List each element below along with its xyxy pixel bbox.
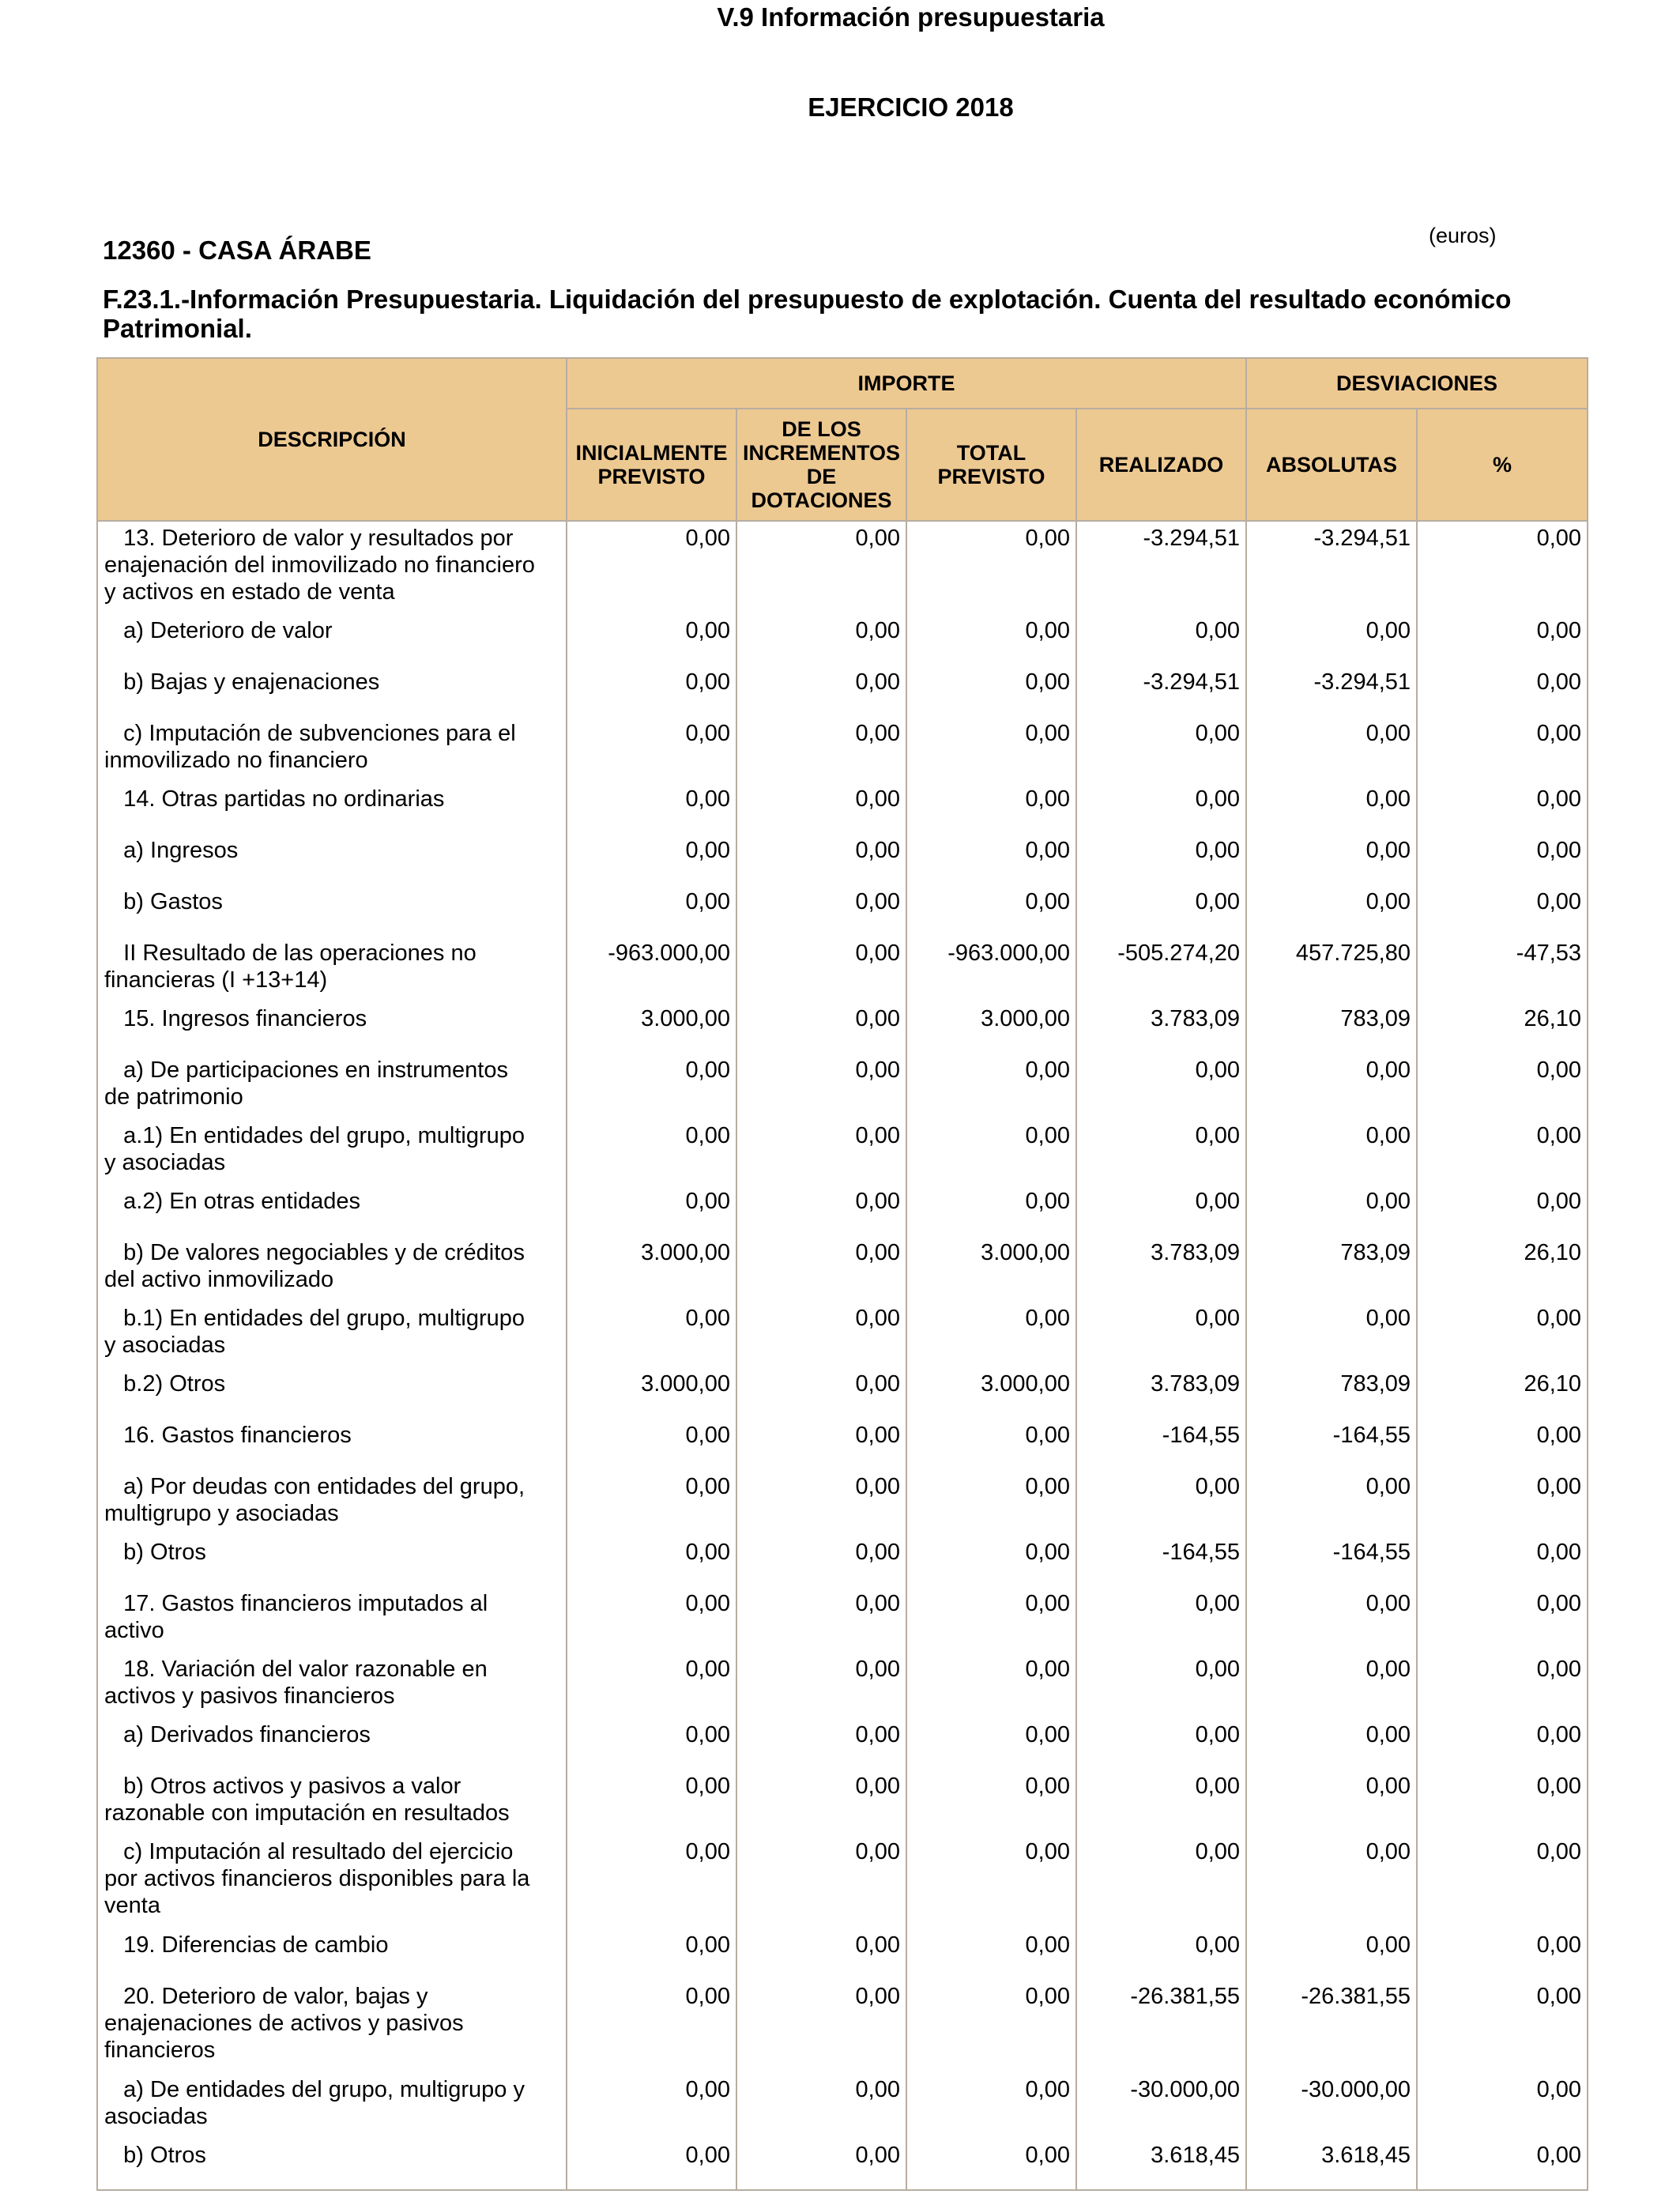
cell-absolutas: 0,00	[1246, 1587, 1417, 1653]
description-line: venta	[104, 1893, 160, 1918]
cell-incrementos: 0,00	[736, 1367, 906, 1419]
description-line: razonable con imputación en resultados	[104, 1800, 510, 1826]
cell-incrementos: 0,00	[736, 2073, 906, 2139]
cell-incrementos: 0,00	[736, 1718, 906, 1770]
cell-inicialmente-previsto: 0,00	[567, 1980, 736, 2073]
cell-inicialmente-previsto: 3.000,00	[567, 1002, 736, 1054]
table-row	[97, 937, 1588, 1002]
description-line: 19. Diferencias de cambio	[104, 1932, 389, 1958]
cell-incrementos: 0,00	[736, 885, 906, 937]
cell-incrementos: 0,00	[736, 834, 906, 885]
cell-absolutas: 3.618,45	[1246, 2139, 1417, 2190]
cell-incrementos: 0,00	[736, 1536, 906, 1587]
cell-total-previsto: 0,00	[906, 1770, 1076, 1835]
table-row	[97, 1536, 1588, 1587]
description-line: a) Deterioro de valor	[104, 618, 333, 643]
cell-incrementos: 0,00	[736, 1470, 906, 1536]
cell-absolutas: 0,00	[1246, 1835, 1417, 1928]
cell-descripcion	[97, 1536, 567, 1587]
cell-absolutas: 0,00	[1246, 1770, 1417, 1835]
cell-incrementos: 0,00	[736, 1928, 906, 1980]
description-line: c) Imputación al resultado del ejercicio	[104, 1839, 514, 1864]
header-line: INCREMENTOS	[742, 441, 901, 465]
cell-absolutas: 0,00	[1246, 1054, 1417, 1119]
cell-total-previsto: 0,00	[906, 782, 1076, 834]
header-incrementos	[736, 409, 906, 521]
description-line: financieras (I +13+14)	[104, 967, 328, 993]
cell-descripcion	[97, 717, 567, 782]
cell-total-previsto: 0,00	[906, 1980, 1076, 2073]
form-title: F.23.1.-Información Presupuestaria. Liquidación del presupuesto de explotación. Cuenta del resultado económico Patrimonial.	[103, 285, 1512, 343]
units-label: (euros)	[1429, 224, 1497, 247]
cell-realizado: -505.274,20	[1076, 937, 1246, 1002]
cell-incrementos: 0,00	[736, 1653, 906, 1718]
cell-absolutas: 783,09	[1246, 1236, 1417, 1302]
table-row	[97, 1835, 1588, 1928]
cell-realizado: 0,00	[1076, 1587, 1246, 1653]
cell-descripcion	[97, 1002, 567, 1054]
description-line: a) De entidades del grupo, multigrupo y	[104, 2077, 525, 2102]
cell-total-previsto: 0,00	[906, 1653, 1076, 1718]
description-line: inmovilizado no financiero	[104, 748, 368, 773]
table-row	[97, 665, 1588, 717]
description-line: y activos en estado de venta	[104, 579, 395, 605]
description-line: asociadas	[104, 2104, 208, 2129]
cell-inicialmente-previsto: 0,00	[567, 1928, 736, 1980]
cell-realizado: 3.783,09	[1076, 1367, 1246, 1419]
table-row	[97, 2073, 1588, 2139]
description-line: 17. Gastos financieros imputados al	[104, 1591, 488, 1616]
cell-porcentaje: 0,00	[1417, 1470, 1588, 1536]
description-line: a.2) En otras entidades	[104, 1189, 361, 1214]
header-realizado: REALIZADO	[1076, 409, 1246, 521]
description-line: b) Gastos	[104, 889, 223, 914]
cell-inicialmente-previsto: 0,00	[567, 1587, 736, 1653]
description-line: por activos financieros disponibles para la	[104, 1866, 530, 1891]
cell-total-previsto: 0,00	[906, 665, 1076, 717]
table-row	[97, 1002, 1588, 1054]
description-line: y asociadas	[104, 1333, 226, 1358]
cell-realizado: 0,00	[1076, 885, 1246, 937]
cell-inicialmente-previsto: 0,00	[567, 1054, 736, 1119]
cell-realizado: 0,00	[1076, 1718, 1246, 1770]
cell-total-previsto: 0,00	[906, 2139, 1076, 2190]
cell-total-previsto: 0,00	[906, 1302, 1076, 1367]
cell-absolutas: -164,55	[1246, 1419, 1417, 1470]
cell-porcentaje: 0,00	[1417, 1054, 1588, 1119]
description-line: 13. Deterioro de valor y resultados por	[104, 526, 514, 551]
cell-inicialmente-previsto: 0,00	[567, 2073, 736, 2139]
cell-total-previsto: 0,00	[906, 1470, 1076, 1536]
cell-porcentaje: 0,00	[1417, 2139, 1588, 2190]
cell-absolutas: -164,55	[1246, 1536, 1417, 1587]
table-row	[97, 1470, 1588, 1536]
cell-realizado: 0,00	[1076, 1302, 1246, 1367]
table-row	[97, 1770, 1588, 1835]
cell-absolutas: 0,00	[1246, 614, 1417, 665]
cell-total-previsto: 0,00	[906, 717, 1076, 782]
description-line: 18. Variación del valor razonable en	[104, 1657, 488, 1682]
cell-descripcion	[97, 1119, 567, 1185]
cell-total-previsto: 0,00	[906, 521, 1076, 614]
cell-porcentaje: 26,10	[1417, 1002, 1588, 1054]
cell-inicialmente-previsto: 0,00	[567, 614, 736, 665]
cell-porcentaje: 0,00	[1417, 1980, 1588, 2073]
description-line: enajenación del inmovilizado no financiero	[104, 552, 535, 578]
header-line: INICIALMENTE	[575, 441, 728, 465]
cell-realizado: -164,55	[1076, 1419, 1246, 1470]
cell-descripcion	[97, 1185, 567, 1236]
cell-absolutas: -30.000,00	[1246, 2073, 1417, 2139]
header-line: PREVISTO	[597, 465, 706, 488]
cell-incrementos: 0,00	[736, 1302, 906, 1367]
entity-title: 12360 - CASA ÁRABE	[103, 236, 371, 265]
cell-realizado: 3.783,09	[1076, 1002, 1246, 1054]
cell-absolutas: 0,00	[1246, 782, 1417, 834]
description-line: b) Bajas y enajenaciones	[104, 669, 380, 695]
cell-porcentaje: 0,00	[1417, 885, 1588, 937]
cell-total-previsto: 0,00	[906, 2073, 1076, 2139]
header-line: DE LOS	[782, 417, 861, 441]
header-importe: IMPORTE	[567, 358, 1246, 409]
description-line: 15. Ingresos financieros	[104, 1006, 367, 1031]
description-line: II Resultado de las operaciones no	[104, 941, 477, 966]
description-line: 20. Deterioro de valor, bajas y	[104, 1984, 428, 2009]
cell-absolutas: 0,00	[1246, 1470, 1417, 1536]
cell-absolutas: 0,00	[1246, 1653, 1417, 1718]
cell-incrementos: 0,00	[736, 614, 906, 665]
description-line: a) Por deudas con entidades del grupo,	[104, 1474, 525, 1499]
cell-realizado: 0,00	[1076, 834, 1246, 885]
cell-absolutas: -26.381,55	[1246, 1980, 1417, 2073]
cell-incrementos: 0,00	[736, 1002, 906, 1054]
cell-inicialmente-previsto: 3.000,00	[567, 1367, 736, 1419]
cell-incrementos: 0,00	[736, 1185, 906, 1236]
cell-absolutas: 783,09	[1246, 1367, 1417, 1419]
cell-realizado: 3.618,45	[1076, 2139, 1246, 2190]
cell-incrementos: 0,00	[736, 1587, 906, 1653]
table-row	[97, 1980, 1588, 2073]
table-row	[97, 717, 1588, 782]
budget-table	[96, 357, 1588, 2191]
table-row	[97, 521, 1588, 614]
table-row	[97, 1054, 1588, 1119]
description-line: a.1) En entidades del grupo, multigrupo	[104, 1123, 525, 1148]
cell-inicialmente-previsto: 0,00	[567, 782, 736, 834]
cell-absolutas: 0,00	[1246, 1119, 1417, 1185]
cell-inicialmente-previsto: 0,00	[567, 1185, 736, 1236]
cell-realizado: -30.000,00	[1076, 2073, 1246, 2139]
cell-porcentaje: 0,00	[1417, 1928, 1588, 1980]
cell-incrementos: 0,00	[736, 1419, 906, 1470]
cell-realizado: -3.294,51	[1076, 521, 1246, 614]
cell-absolutas: 783,09	[1246, 1002, 1417, 1054]
header-line: DE	[806, 465, 837, 488]
cell-inicialmente-previsto: 0,00	[567, 1470, 736, 1536]
cell-incrementos: 0,00	[736, 717, 906, 782]
cell-descripcion	[97, 1980, 567, 2073]
cell-descripcion	[97, 2073, 567, 2139]
cell-porcentaje: 0,00	[1417, 717, 1588, 782]
cell-descripcion	[97, 1419, 567, 1470]
cell-total-previsto: -963.000,00	[906, 937, 1076, 1002]
cell-absolutas: 0,00	[1246, 717, 1417, 782]
cell-total-previsto: 0,00	[906, 614, 1076, 665]
cell-inicialmente-previsto: 0,00	[567, 885, 736, 937]
table-body	[97, 521, 1588, 2190]
cell-inicialmente-previsto: 0,00	[567, 1835, 736, 1928]
table-row	[97, 1367, 1588, 1419]
cell-realizado: 0,00	[1076, 1928, 1246, 1980]
cell-realizado: 0,00	[1076, 614, 1246, 665]
cell-porcentaje: 0,00	[1417, 1302, 1588, 1367]
description-line: b) Otros	[104, 1540, 206, 1565]
cell-inicialmente-previsto: 0,00	[567, 665, 736, 717]
header-absolutas: ABSOLUTAS	[1246, 409, 1417, 521]
cell-descripcion	[97, 665, 567, 717]
cell-descripcion	[97, 1054, 567, 1119]
cell-total-previsto: 3.000,00	[906, 1236, 1076, 1302]
cell-total-previsto: 0,00	[906, 1928, 1076, 1980]
cell-realizado: 0,00	[1076, 1653, 1246, 1718]
cell-inicialmente-previsto: 0,00	[567, 1536, 736, 1587]
description-line: financieros	[104, 2038, 216, 2063]
table-row	[97, 1419, 1588, 1470]
cell-inicialmente-previsto: 0,00	[567, 1653, 736, 1718]
cell-total-previsto: 0,00	[906, 1718, 1076, 1770]
cell-realizado: 0,00	[1076, 1119, 1246, 1185]
cell-absolutas: 0,00	[1246, 834, 1417, 885]
cell-incrementos: 0,00	[736, 1119, 906, 1185]
cell-porcentaje: 0,00	[1417, 1718, 1588, 1770]
cell-descripcion	[97, 1770, 567, 1835]
table-row	[97, 1928, 1588, 1980]
cell-absolutas: 457.725,80	[1246, 937, 1417, 1002]
description-line: 14. Otras partidas no ordinarias	[104, 786, 445, 812]
table-row	[97, 782, 1588, 834]
header-line: PREVISTO	[937, 465, 1045, 488]
cell-descripcion	[97, 1928, 567, 1980]
main-title: V.9 Información presupuestaria	[717, 2, 1105, 32]
cell-absolutas: 0,00	[1246, 885, 1417, 937]
header-line: TOTAL	[956, 441, 1026, 465]
cell-inicialmente-previsto: 0,00	[567, 2139, 736, 2190]
description-line: b) De valores negociables y de créditos	[104, 1240, 525, 1265]
cell-porcentaje: 26,10	[1417, 1236, 1588, 1302]
cell-total-previsto: 3.000,00	[906, 1367, 1076, 1419]
description-line: enajenaciones de activos y pasivos	[104, 2011, 464, 2036]
cell-total-previsto: 0,00	[906, 1835, 1076, 1928]
cell-inicialmente-previsto: 0,00	[567, 1119, 736, 1185]
table-row	[97, 1302, 1588, 1367]
header-porcentaje: %	[1417, 409, 1588, 521]
cell-absolutas: 0,00	[1246, 1928, 1417, 1980]
cell-inicialmente-previsto: 0,00	[567, 717, 736, 782]
cell-inicialmente-previsto: -963.000,00	[567, 937, 736, 1002]
cell-realizado: 0,00	[1076, 1185, 1246, 1236]
description-line: y asociadas	[104, 1150, 226, 1175]
description-line: b.2) Otros	[104, 1371, 226, 1397]
cell-realizado: 0,00	[1076, 1470, 1246, 1536]
cell-descripcion	[97, 2139, 567, 2190]
cell-realizado: 0,00	[1076, 1054, 1246, 1119]
cell-total-previsto: 0,00	[906, 1419, 1076, 1470]
description-line: multigrupo y asociadas	[104, 1501, 339, 1526]
header-line: DOTACIONES	[751, 488, 892, 512]
cell-total-previsto: 0,00	[906, 1185, 1076, 1236]
description-line: a) De participaciones en instrumentos	[104, 1057, 508, 1083]
cell-porcentaje: 0,00	[1417, 665, 1588, 717]
cell-realizado: 3.783,09	[1076, 1236, 1246, 1302]
description-line: de patrimonio	[104, 1084, 243, 1110]
cell-inicialmente-previsto: 0,00	[567, 834, 736, 885]
cell-porcentaje: 0,00	[1417, 1419, 1588, 1470]
header-desviaciones: DESVIACIONES	[1246, 358, 1588, 409]
header-total-previsto	[906, 409, 1076, 521]
cell-absolutas: 0,00	[1246, 1302, 1417, 1367]
cell-descripcion	[97, 1236, 567, 1302]
table-row	[97, 2139, 1588, 2190]
cell-porcentaje: 0,00	[1417, 1536, 1588, 1587]
cell-realizado: 0,00	[1076, 1835, 1246, 1928]
cell-porcentaje: 0,00	[1417, 2073, 1588, 2139]
cell-porcentaje: 0,00	[1417, 1653, 1588, 1718]
cell-inicialmente-previsto: 0,00	[567, 1302, 736, 1367]
cell-incrementos: 0,00	[736, 937, 906, 1002]
table-row	[97, 1653, 1588, 1718]
cell-porcentaje: 0,00	[1417, 614, 1588, 665]
cell-total-previsto: 0,00	[906, 1536, 1076, 1587]
table-row	[97, 614, 1588, 665]
cell-descripcion	[97, 1302, 567, 1367]
cell-realizado: -164,55	[1076, 1536, 1246, 1587]
cell-descripcion	[97, 885, 567, 937]
cell-total-previsto: 0,00	[906, 1587, 1076, 1653]
cell-inicialmente-previsto: 0,00	[567, 1419, 736, 1470]
cell-descripcion	[97, 1367, 567, 1419]
cell-incrementos: 0,00	[736, 1770, 906, 1835]
table-row	[97, 834, 1588, 885]
cell-total-previsto: 0,00	[906, 1054, 1076, 1119]
cell-incrementos: 0,00	[736, 1980, 906, 2073]
cell-inicialmente-previsto: 0,00	[567, 1770, 736, 1835]
description-line: b) Otros	[104, 2143, 206, 2168]
description-line: b.1) En entidades del grupo, multigrupo	[104, 1306, 525, 1331]
cell-descripcion	[97, 1835, 567, 1928]
description-line: activo	[104, 1618, 164, 1643]
cell-incrementos: 0,00	[736, 1236, 906, 1302]
cell-realizado: 0,00	[1076, 1770, 1246, 1835]
cell-incrementos: 0,00	[736, 1054, 906, 1119]
cell-total-previsto: 3.000,00	[906, 1002, 1076, 1054]
cell-descripcion	[97, 614, 567, 665]
table-row	[97, 1236, 1588, 1302]
cell-inicialmente-previsto: 0,00	[567, 521, 736, 614]
cell-realizado: -3.294,51	[1076, 665, 1246, 717]
description-line: a) Ingresos	[104, 838, 239, 863]
description-line: c) Imputación de subvenciones para el	[104, 721, 516, 746]
cell-total-previsto: 0,00	[906, 885, 1076, 937]
description-line: activos y pasivos financieros	[104, 1683, 395, 1709]
table-row	[97, 1718, 1588, 1770]
description-line: b) Otros activos y pasivos a valor	[104, 1774, 461, 1799]
cell-descripcion	[97, 1718, 567, 1770]
cell-porcentaje: 0,00	[1417, 1835, 1588, 1928]
cell-descripcion	[97, 834, 567, 885]
cell-incrementos: 0,00	[736, 665, 906, 717]
header-inicialmente-previsto	[567, 409, 736, 521]
header-descripcion: DESCRIPCIÓN	[97, 358, 567, 521]
cell-inicialmente-previsto: 0,00	[567, 1718, 736, 1770]
cell-absolutas: -3.294,51	[1246, 665, 1417, 717]
cell-realizado: 0,00	[1076, 717, 1246, 782]
cell-descripcion	[97, 937, 567, 1002]
table-row	[97, 885, 1588, 937]
cell-incrementos: 0,00	[736, 1835, 906, 1928]
description-line: a) Derivados financieros	[104, 1722, 371, 1747]
cell-realizado: -26.381,55	[1076, 1980, 1246, 2073]
description-line: 16. Gastos financieros	[104, 1423, 352, 1448]
cell-inicialmente-previsto: 3.000,00	[567, 1236, 736, 1302]
cell-porcentaje: 0,00	[1417, 1587, 1588, 1653]
cell-descripcion	[97, 1653, 567, 1718]
cell-incrementos: 0,00	[736, 2139, 906, 2190]
cell-porcentaje: -47,53	[1417, 937, 1588, 1002]
cell-porcentaje: 0,00	[1417, 1119, 1588, 1185]
cell-descripcion	[97, 1587, 567, 1653]
cell-porcentaje: 0,00	[1417, 782, 1588, 834]
table-header	[97, 358, 1588, 521]
cell-total-previsto: 0,00	[906, 834, 1076, 885]
description-line: del activo inmovilizado	[104, 1267, 334, 1292]
cell-descripcion	[97, 782, 567, 834]
table-row	[97, 1185, 1588, 1236]
cell-porcentaje: 0,00	[1417, 1185, 1588, 1236]
cell-absolutas: 0,00	[1246, 1185, 1417, 1236]
cell-total-previsto: 0,00	[906, 1119, 1076, 1185]
table-row	[97, 1587, 1588, 1653]
cell-descripcion	[97, 521, 567, 614]
cell-descripcion	[97, 1470, 567, 1536]
cell-absolutas: -3.294,51	[1246, 521, 1417, 614]
cell-porcentaje: 0,00	[1417, 834, 1588, 885]
table-row	[97, 1119, 1588, 1185]
cell-incrementos: 0,00	[736, 782, 906, 834]
cell-porcentaje: 26,10	[1417, 1367, 1588, 1419]
cell-porcentaje: 0,00	[1417, 521, 1588, 614]
cell-realizado: 0,00	[1076, 782, 1246, 834]
exercise-title: EJERCICIO 2018	[808, 92, 1014, 122]
cell-absolutas: 0,00	[1246, 1718, 1417, 1770]
cell-incrementos: 0,00	[736, 521, 906, 614]
cell-porcentaje: 0,00	[1417, 1770, 1588, 1835]
